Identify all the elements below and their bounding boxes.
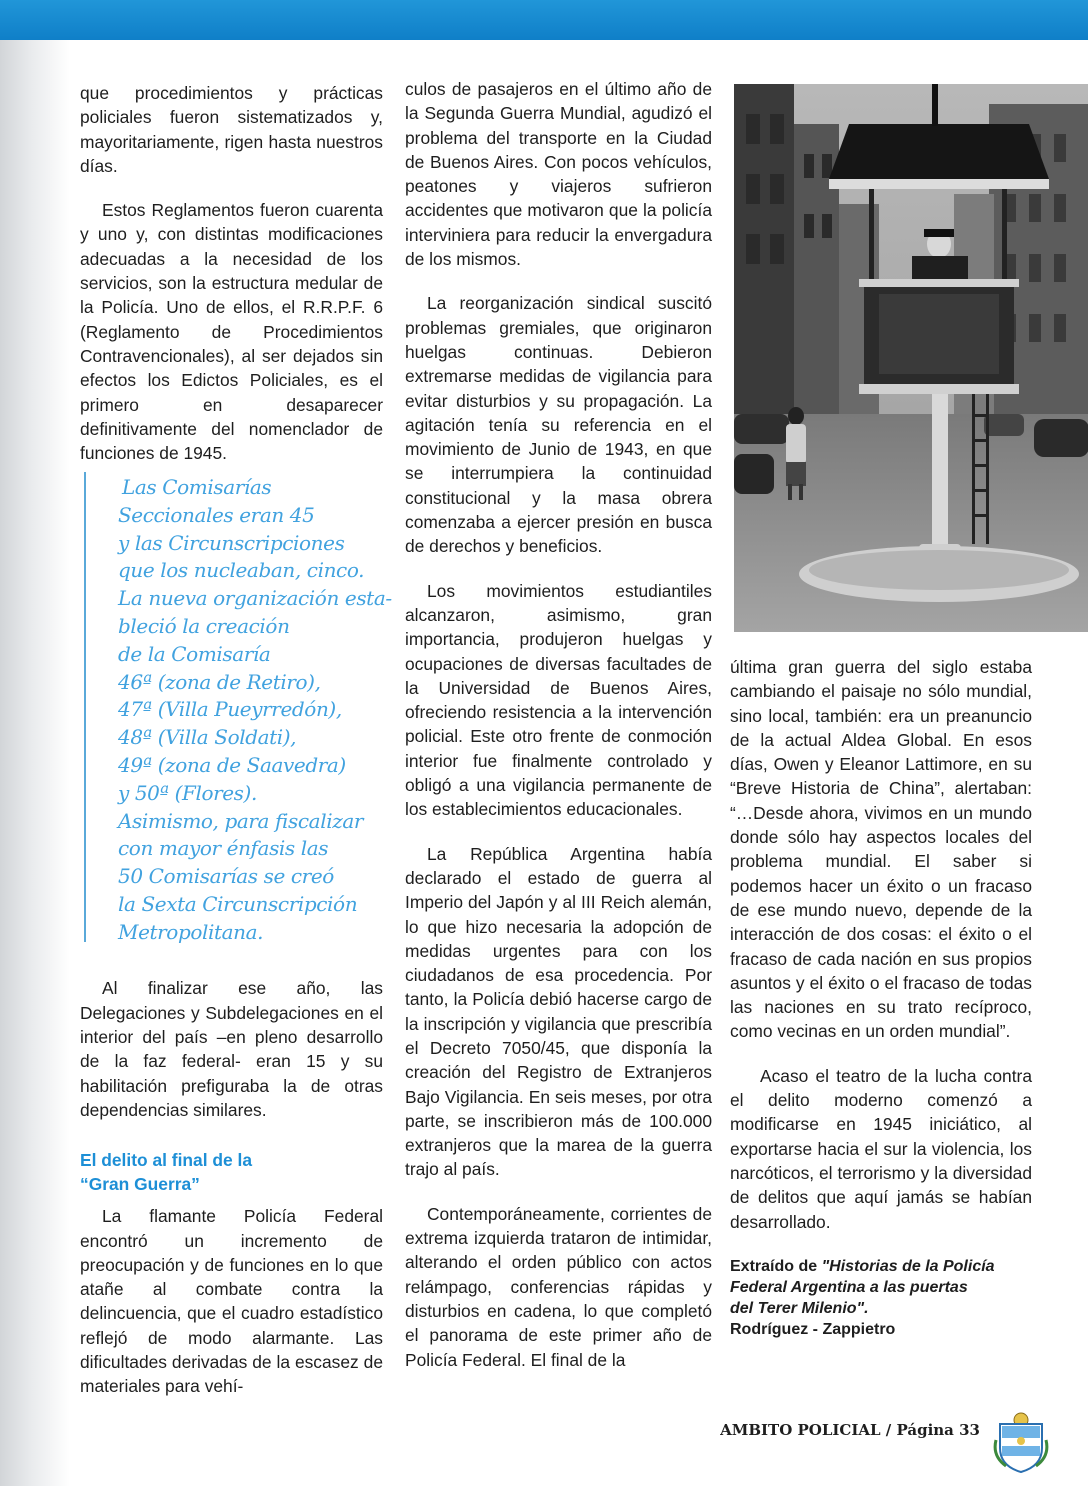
col2-paragraph-5: Contemporáneamente, corrientes de extrema izquierda trataron de intimidar, alterando el orden público con actos relámpago, conferencias rápidas y disturbios en cadena, lo que completó el panorama de este primer año de Policía Federal. El final de la xyxy=(405,1203,712,1370)
section-heading-line-2: “Gran Guerra” xyxy=(80,1174,200,1195)
quote-line: 50 Comisarías se creó xyxy=(118,864,334,889)
police-emblem-icon xyxy=(992,1410,1050,1474)
col2-paragraph-4: La República Argentina había declarado el estado de guerra al Imperio del Japón y al III Reich alemán, lo que hizo necesaria la adopción de medidas urgentes para con los ciudadanos de esa procedencia. Por tanto, la Policía debió hacerse cargo de la inscripción y vigilancia que prescribía el Decreto 7050/45, que disponía la creación del Registro de Extranjeros Bajo Vigilancia. En seis meses, por otra parte, se inscribieron más de 100.000 extranjeros que la marea de la guerra trajo al país. xyxy=(405,843,712,1180)
text-column-3 xyxy=(730,655,1032,1340)
quote-line: Metropolitana. xyxy=(118,919,264,944)
credit-authors: Rodríguez - Zappietro xyxy=(730,1320,896,1338)
credit-title-line-3: del Terer Milenio". xyxy=(730,1299,869,1317)
credit-title-line-2: Federal Argentina a las puertas xyxy=(730,1278,968,1296)
quote-line: la Sexta Circunscripción xyxy=(118,891,358,916)
col2-paragraph-3: Los movimientos estudiantiles alcanzaron, asimismo, gran importancia, produjeron huelgas y ocupaciones de diversas facultades de la Universidad de Buenos Aires, ofreciendo resistencia a la intervención policial. Este otro frente de conmoción interior fue finalmente controlado y obligó a una vigilancia permanente de los establecimientos educacionales. xyxy=(405,580,712,820)
traffic-police-photo xyxy=(734,84,1088,632)
quote-line: La nueva organización esta- xyxy=(118,586,392,611)
quote-line: 49ª (zona de Saavedra) xyxy=(118,752,346,777)
col1-paragraph-2: Estos Reglamentos fueron cuarenta y uno y, con distintas modificaciones adecuadas a la necesidad de los servicios, son la estructura medular de la Policía. Uno de ellos, el R.R.P.F. 6 (Reglamento de Procedimientos Contravencionales), al ser dejados sin efectos los Edictos Policiales, es el primero en desaparecer definitivamente del nomenclador de funciones de 1945. xyxy=(80,200,383,464)
quote-line: que los nucleaban, cinco. xyxy=(118,558,365,583)
emblem-graphic xyxy=(992,1410,1050,1474)
col2-paragraph-2: La reorganización sindical suscitó problemas gremiales, que originaron huelgas continuas. Debieron extremarse medidas de vigilancia para evitar disturbios y su propagación. La agitación tenía su referencia en el movimiento de Junio de 1943, en que se interrumpiera la continuidad constitucional y la masa obrera comenzaba a ejercer presión en busca de derechos y beneficios. xyxy=(405,293,712,557)
quote-line: 46ª (zona de Retiro), xyxy=(118,669,321,694)
quote-line: y las Circunscripciones xyxy=(118,530,345,555)
section-heading-line-1: El delito al final de la xyxy=(80,1150,253,1171)
quote-line: bleció la creación xyxy=(118,613,290,638)
credit-prefix: Extraído de xyxy=(730,1257,822,1275)
col3-paragraph-2: Acaso el teatro de la lucha contra el delito moderno comenzó a modificarse en 1945 iniciático, al exportarse hacia el sur la violencia, los narcóticos, el terrorismo y la diversidad de delitos que aquí jamás se habían desarrollado. xyxy=(730,1065,1032,1232)
quote-line: 47ª (Villa Pueyrredón), xyxy=(118,697,342,722)
text-column-2 xyxy=(405,77,712,1372)
page-footer: AMBITO POLICIAL / Página 33 xyxy=(720,1421,980,1439)
col1-paragraph-3: Al finalizar ese año, las Delegaciones y Subdelegaciones en el interior del país –en pleno desarrollo de la faz federal- eran 15 y su habilitación prefiguraba la de otras dependencias similares. xyxy=(80,978,383,1120)
quote-line: Las Comisarías xyxy=(122,475,272,499)
quote-line: de la Comisaría xyxy=(118,641,271,666)
photo-illustration xyxy=(734,84,1088,632)
col3-paragraph-1: última gran guerra del siglo estaba cambiando el paisaje no sólo mundial, sino local, también: era un preanuncio de la actual Aldea Global. En esos días, Owen y Eleanor Lattimore, en su “Breve Historia de China”, alertaban: “…Desde ahora, vivimos en un mundo donde sólo hay aspectos locales del problema mundial. El saber si podemos hacer un éxito o un fracaso de ese mundo nuevo, depende de la interacción de dos cosas: el éxito o el fracaso de cada nación en sus propios asuntos y el éxito o el fracaso de todas las naciones en su trato recíproco, como vecinas en un orden mundial”. xyxy=(730,657,1032,1042)
credit-title-line-1: "Historias de la Policía xyxy=(821,1257,995,1275)
left-margin-shade xyxy=(0,40,70,1486)
quote-line: y 50ª (Flores). xyxy=(118,780,257,805)
pull-quote-text xyxy=(118,474,392,947)
top-color-bar xyxy=(0,0,1088,40)
col1-paragraph-1: que procedimientos y prácticas policiales fueron sistematizados y, mayoritariamente, rigen hasta nuestros días. xyxy=(80,83,383,176)
quote-line: con mayor énfasis las xyxy=(118,836,329,861)
quote-line: 48ª (Villa Soldati), xyxy=(118,725,297,750)
quote-line: Asimismo, para fiscalizar xyxy=(118,808,364,833)
col2-paragraph-1: culos de pasajeros en el último año de la Segunda Guerra Mundial, agudizó el problema del transporte en la Ciudad de Buenos Aires. Con pocos vehículos, peatones y viajeros sufrieron accidentes que motivaron que la policía interviniera para reducir la envergadura de los mismos. xyxy=(405,79,712,270)
quote-line: Seccionales eran 45 xyxy=(118,502,315,527)
source-credit xyxy=(730,1256,1032,1340)
col1-paragraph-4: La flamante Policía Federal encontró un incremento de preocupación y de funciones en lo que atañe al combate contra la delincuencia, que el cuadro estadístico reflejó de modo alarmante. Las dificultades derivadas de la escasez de materiales para vehí- xyxy=(80,1206,383,1397)
section-heading xyxy=(80,1148,383,1196)
pull-quote xyxy=(84,472,392,944)
